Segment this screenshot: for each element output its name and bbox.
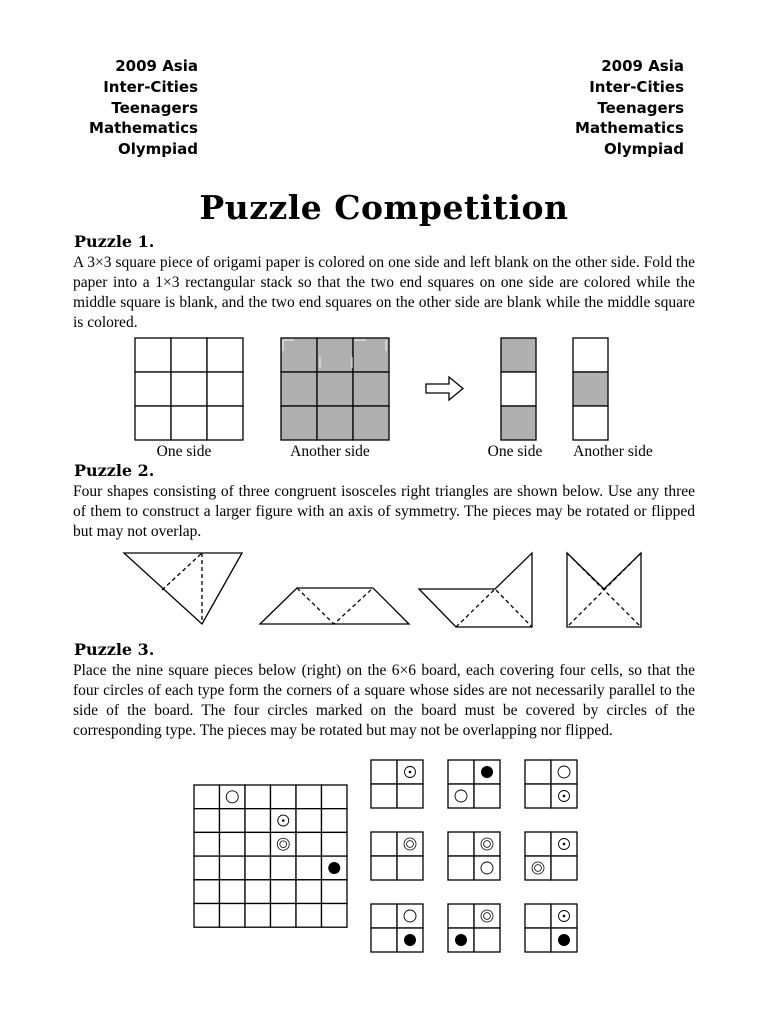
puzzle-1-text: A 3×3 square piece of origami paper is colored on one side and left blank on the other side. Fold the paper into a 1×3 rectangular stack so that the two end squares on one side are colored while the middle square is blank, and the two end squares on the other side are blank while the middle square is colored. [73, 254, 695, 331]
square-piece [371, 832, 423, 880]
board-cell [194, 785, 220, 809]
puzzle-2-text: Four shapes consisting of three congruent isosceles right triangles are shown below. Use any three of them to construct a larger figure with an axis of symmetry. The pieces may be rotated or flipped but may not overlap. [73, 483, 695, 540]
filled-circle-icon [455, 934, 467, 946]
caption-one-side: One side [487, 443, 543, 460]
header-line: 2009 Asia [115, 57, 198, 75]
game-board-6x6 [193, 784, 347, 929]
board-cell [220, 904, 246, 928]
header-line: Olympiad [603, 140, 684, 159]
filled-circle-icon [404, 934, 416, 946]
piece-cell [525, 832, 551, 856]
piece-cell [397, 856, 423, 880]
board-cell [322, 880, 348, 904]
board-cell [271, 880, 297, 904]
board-cell [322, 832, 348, 856]
square-pieces-set [370, 759, 592, 955]
piece-cell [448, 904, 474, 928]
board-cell [322, 785, 348, 809]
double-circle-icon [532, 862, 544, 874]
piece-cell [371, 928, 397, 952]
piece-cell [474, 928, 500, 952]
puzzle-2-heading: Puzzle 2. [74, 461, 155, 480]
square-piece [371, 760, 423, 808]
piece-cell [371, 784, 397, 808]
square-piece [525, 904, 577, 952]
board-cell [245, 785, 271, 809]
triangle-shape-1 [124, 553, 242, 624]
board-cell [194, 880, 220, 904]
board-cell [194, 832, 220, 856]
filled-circle-icon [481, 766, 493, 778]
square-piece [525, 760, 577, 808]
header-line: 2009 Asia [601, 57, 684, 75]
triangle-shape-3 [419, 553, 532, 627]
header-line: Mathematics [89, 119, 198, 138]
puzzle-3-heading: Puzzle 3. [74, 640, 155, 659]
piece-cell [525, 928, 551, 952]
dot-circle-icon [405, 767, 416, 778]
piece-cell [525, 904, 551, 928]
double-circle-icon [277, 838, 289, 850]
double-circle-icon [404, 838, 416, 850]
board-cell [296, 856, 322, 880]
square-piece [448, 832, 500, 880]
piece-cell [551, 856, 577, 880]
caption-one-side: One side [156, 443, 212, 460]
board-cell [296, 904, 322, 928]
board-cell [220, 856, 246, 880]
board-cell [220, 880, 246, 904]
filled-circle-icon [558, 934, 570, 946]
board-cell [194, 809, 220, 833]
dot-circle-icon [559, 839, 570, 850]
header-line: Olympiad [117, 140, 198, 159]
puzzle-1-heading: Puzzle 1. [74, 232, 155, 251]
piece-cell [474, 784, 500, 808]
board-cell [296, 832, 322, 856]
board-cell [194, 904, 220, 928]
board-cell [296, 785, 322, 809]
board-cell [245, 880, 271, 904]
header-line: Teenagers [111, 98, 198, 117]
board-cell [245, 856, 271, 880]
double-circle-icon [481, 910, 493, 922]
square-piece [448, 904, 500, 952]
caption-another-side: Another side [290, 443, 370, 460]
piece-cell [525, 784, 551, 808]
board-cell [194, 856, 220, 880]
board-cell [245, 832, 271, 856]
square-piece [448, 760, 500, 808]
page-title: Puzzle Competition [199, 188, 569, 227]
puzzle-3-text: Place the nine square pieces below (right) on the 6×6 board, each covering four cells, so that the four circles of each type form the corners of a square whose sides are not necessarily parallel to the side of the board. The four circles marked on the board must be covered by circles of the corresponding type. The pieces may be rotated but may not be overlapping nor flipped. [73, 662, 695, 739]
piece-cell [448, 760, 474, 784]
board-cell [271, 856, 297, 880]
piece-cell [371, 904, 397, 928]
header-line: Inter-Cities [103, 77, 198, 96]
open-circle-icon [404, 910, 416, 922]
header-line: Teenagers [597, 98, 684, 117]
dot-circle-icon [559, 791, 570, 802]
open-circle-icon [226, 791, 238, 803]
board-cell [322, 904, 348, 928]
open-circle-icon [481, 862, 493, 874]
open-circle-icon [558, 766, 570, 778]
piece-cell [371, 856, 397, 880]
square-piece [371, 904, 423, 952]
caption-another-side: Another side [573, 443, 653, 460]
dot-circle-icon [559, 911, 570, 922]
board-cell [296, 809, 322, 833]
piece-cell [371, 760, 397, 784]
dot-circle-icon [278, 815, 289, 826]
board-cell [296, 880, 322, 904]
board-cell [220, 832, 246, 856]
header-line: Inter-Cities [589, 77, 684, 96]
triangle-shape-2 [260, 588, 409, 624]
piece-cell [448, 856, 474, 880]
board-cell [245, 904, 271, 928]
piece-cell [448, 832, 474, 856]
piece-cell [371, 832, 397, 856]
board-cell [322, 809, 348, 833]
board-cell [220, 809, 246, 833]
header-line: Mathematics [575, 119, 684, 138]
filled-circle-icon [328, 862, 340, 874]
open-circle-icon [455, 790, 467, 802]
piece-cell [397, 784, 423, 808]
board-cell [271, 785, 297, 809]
piece-cell [525, 760, 551, 784]
square-piece [525, 832, 577, 880]
board-cell [271, 904, 297, 928]
double-circle-icon [481, 838, 493, 850]
board-cell [245, 809, 271, 833]
triangle-shape-4 [567, 553, 641, 627]
